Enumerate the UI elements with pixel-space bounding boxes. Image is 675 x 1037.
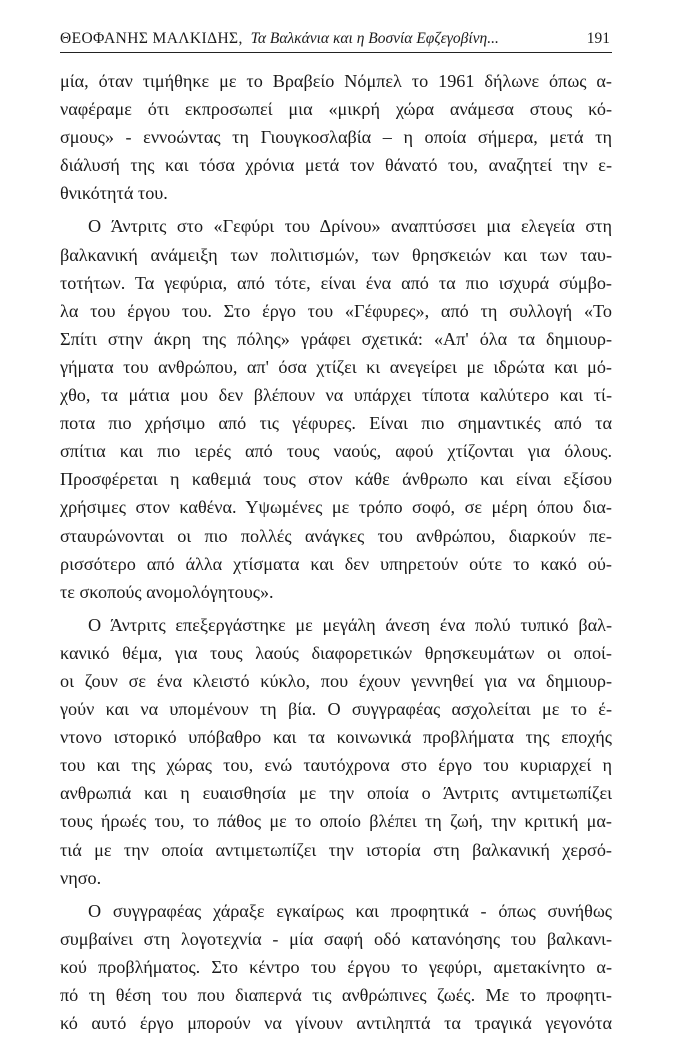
body-text xyxy=(60,67,612,1037)
text-line: Ο Άντριτς επεξεργάστηκε με μεγάλη άνεση ένα πολύ τυπικό βαλ- xyxy=(88,614,612,635)
text-line: τοτήτων. Τα γεφύρια, από τότε, είναι ένα από τα πιο ισχυρά σύμβο- xyxy=(60,272,612,293)
text-line: Ο συγγραφέας χάραξε εγκαίρως και προφητικά - όπως συνήθως xyxy=(88,900,612,921)
paragraph xyxy=(60,611,612,892)
text-line: χθο, τα μάτια μου δεν βλέπουν να υπάρχει τίποτα καλύτερο και τί- xyxy=(60,385,612,406)
text-line: ποτα πιο χρήσιμο από τις γέφυρες. Είναι πιο σημαντικές από τα xyxy=(60,413,612,434)
text-line: οι ζουν σε ένα κλειστό κύκλο, που έχουν γεννηθεί για να δημιουρ- xyxy=(60,670,612,691)
text-line: κανικό θέμα, για τους λαούς διαφορετικών θρησκευμάτων οι οποί- xyxy=(60,642,612,663)
text-line: διάλυσή της και τόσα χρόνια μετά τον θάνατό του, αναζητεί την ε- xyxy=(60,155,612,176)
paragraph xyxy=(60,897,612,1037)
text-line: νησο. xyxy=(60,867,102,888)
text-line: σταυρώνονται οι πιο πολλές ανάγκες του ανθρώπου, διαρκούν πε- xyxy=(60,525,612,546)
text-line: γούν και να υπομένουν τη βία. Ο συγγραφέας ασχολείται με το έ- xyxy=(60,699,612,720)
text-line: ναφέραμε ότι εκπροσωπεί μια «μικρή χώρα ανάμεσα στους κό- xyxy=(60,99,612,120)
running-header xyxy=(60,26,612,53)
text-line: ρισσότερο από άλλα χτίσματα και δεν υπηρετούν ούτε το κακό ού- xyxy=(60,553,612,574)
text-line: ανθρωπιά και η ευαισθησία με την οποία ο Άντριτς αντιμετωπίζει xyxy=(60,783,612,804)
text-line: λα του έργου του. Στο έργο του «Γέφυρες», από τη συλλογή «Το xyxy=(60,300,612,321)
text-line: Σπίτι στην άκρη της πόλης» γράφει σχετικά: «Απ' όλα τα δημιουρ- xyxy=(60,328,612,349)
text-line: Ο Άντριτς στο «Γεφύρι του Δρίνου» αναπτύσσει μια ελεγεία στη xyxy=(88,216,612,237)
text-line: συμβαίνει στη λογοτεχνία - μία σαφή οδό κατανόησης του βαλκανι- xyxy=(60,928,612,949)
book-page xyxy=(60,26,612,1037)
text-line: πό τη θέση του που διαπερνά τις ανθρώπινες ζωές. Με το προφητι- xyxy=(60,985,612,1005)
text-line: γήματα του ανθρώπου, απ' όσα χτίζει κι ανεγείρει με ιδρώτα και μό- xyxy=(60,356,612,377)
text-line: βαλκανική ανάμειξη των πολιτισμών, των θρησκειών και των ταυ- xyxy=(60,244,612,265)
text-line: κού προβλήματος. Στο κέντρο του έργου το γεφύρι, αμετακίνητο α- xyxy=(60,956,612,977)
header-author: ΘΕΟΦΑΝΗΣ ΜΑΛΚΙΔΗΣ, xyxy=(60,30,243,47)
header-book-title: Τα Βαλκάνια και η Βοσνία Εφζεγοβίνη... xyxy=(250,30,499,47)
paragraph xyxy=(60,67,612,207)
paragraph xyxy=(60,212,612,605)
text-line: τε σκοπούς ανομολόγητους». xyxy=(60,581,274,602)
text-line: σπίτια και πιο ιερές από τους ναούς, αφού χτίζονται για όλους. xyxy=(60,441,612,462)
text-line: χρήσιμες στον καθένα. Υψωμένες με τρόπο σοφό, σε μέρη όπου δια- xyxy=(60,497,612,518)
text-line: Προσφέρεται η καθεμιά τους στον κάθε άνθρωπο και είναι εξίσου xyxy=(60,469,612,490)
text-line: τιά με την οποία αντιμετωπίζει την ιστορία στη βαλκανική χερσό- xyxy=(60,839,612,860)
text-line: θνικότητά του. xyxy=(60,183,168,204)
text-line: κό αυτό έργο μπορούν να γίνουν αντιληπτά τα τραγικά γεγονότα xyxy=(60,1013,612,1034)
text-line: ντονο ιστορικό υπόβαθρο και τα κοινωνικά προβλήματα της εποχής xyxy=(60,727,612,748)
text-line: τους ήρωές του, το πάθος με το οποίο βλέπει τη ζωή, την κριτική μα- xyxy=(60,811,612,832)
text-line: σμους» - εννοώντας τη Γιουγκοσλαβία – η οποία σήμερα, μετά τη xyxy=(60,127,612,148)
text-line: μία, όταν τιμήθηκε με το Βραβείο Νόμπελ το 1961 δήλωνε όπως α- xyxy=(60,71,612,91)
text-line: του και της χώρας του, ενώ ταυτόχρονα στο έργο του κυριαρχεί η xyxy=(60,755,612,776)
page-number: 191 xyxy=(586,30,610,47)
